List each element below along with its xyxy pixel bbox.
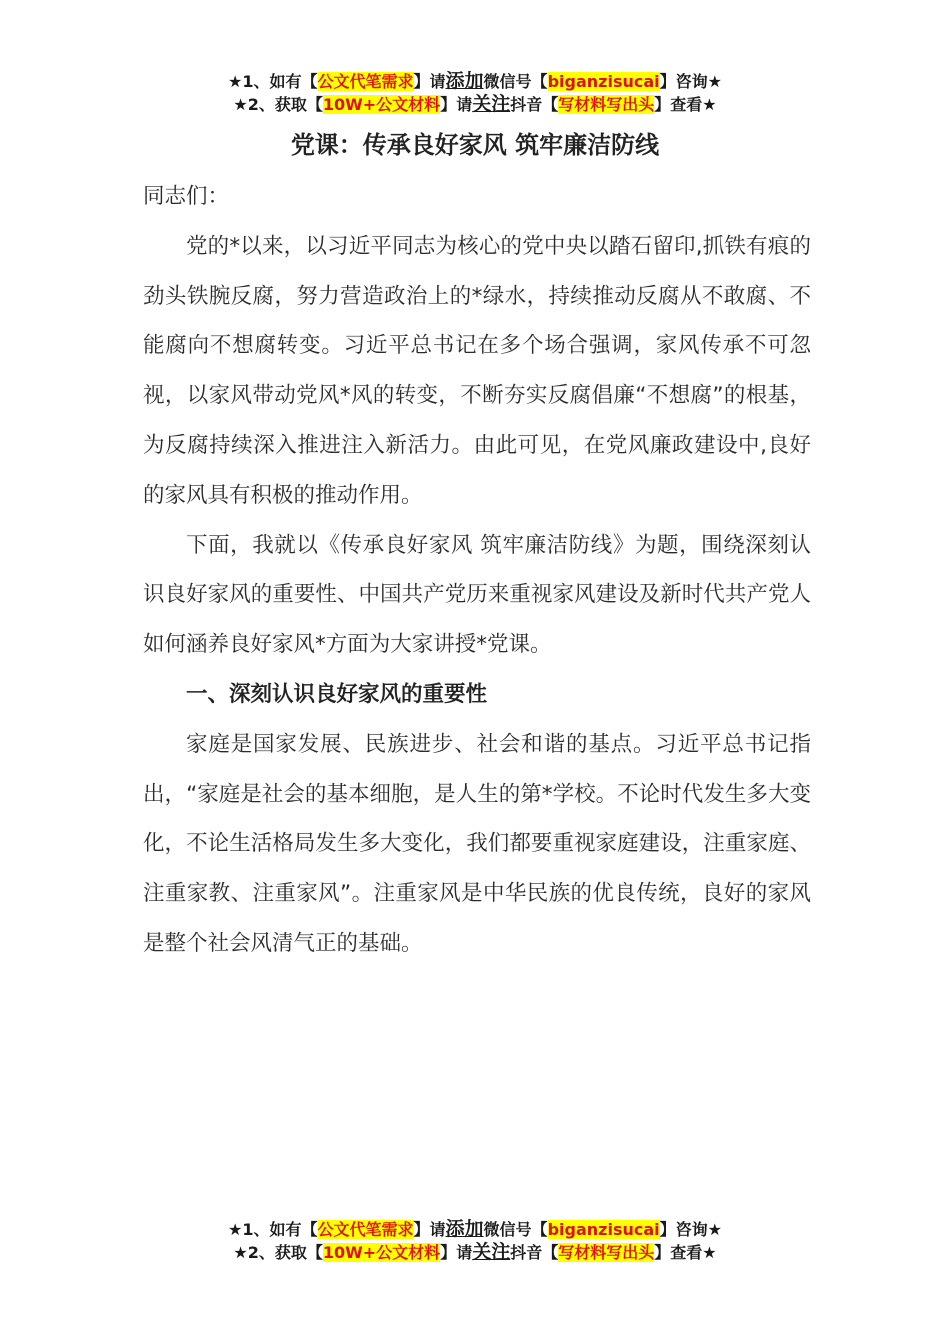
footer-ad-banner [0, 1218, 950, 1264]
ad-text: 抖音【 [510, 95, 559, 114]
ad-text: 】咨询★ [659, 1220, 722, 1239]
document-body [143, 172, 811, 969]
ad-highlight: 写材料写出头 [558, 95, 655, 114]
body-paragraph: 下面，我就以《传承良好家风 筑牢廉洁防线》为题，围绕深刻认识良好家风的重要性、中国共产党历来重视家风建设及新时代共产党人如何涵养良好家风*方面为大家讲授*党课。 [143, 532, 811, 658]
ad-highlight: 公文代笔需求 [317, 1220, 414, 1239]
ad-text: 】查看★ [654, 95, 717, 114]
ad-text: ★2、获取【 [233, 1243, 323, 1262]
ad-emphasis: 关注 [472, 93, 511, 115]
header-ad-banner [0, 70, 950, 116]
ad-text: 抖音【 [510, 1243, 559, 1262]
section-heading: 一、深刻认识良好家风的重要性 [186, 681, 488, 707]
ad-text: 】请 [440, 95, 473, 114]
ad-emphasis: 添加 [445, 70, 484, 92]
ad-highlight: biganzisucai [547, 72, 660, 91]
ad-text: ★1、如有【 [228, 72, 318, 91]
ad-text: 】请 [413, 72, 446, 91]
ad-text: 】查看★ [654, 1243, 717, 1262]
ad-text: ★1、如有【 [228, 1220, 318, 1239]
ad-highlight: 10W+公文材料 [322, 95, 441, 114]
ad-highlight: 公文代笔需求 [317, 72, 414, 91]
ad-highlight: 10W+公文材料 [322, 1243, 441, 1262]
ad-text: ★2、获取【 [233, 95, 323, 114]
ad-text: 】请 [413, 1220, 446, 1239]
document-title: 党课：传承良好家风 筑牢廉洁防线 [290, 131, 660, 159]
body-paragraph: 家庭是国家发展、民族进步、社会和谐的基点。习近平总书记指出，“家庭是社会的基本细胞，是人生的第*学校。不论时代发生多大变化，不论生活格局发生多大变化，我们都要重视家庭建设，注重家庭、注重家教、注重家风”。注重家风是中华民族的优良传统，良好的家风是整个社会风清气正的基础。 [143, 731, 811, 956]
ad-text: 微信号【 [483, 72, 548, 91]
ad-text: 微信号【 [483, 1220, 548, 1239]
ad-highlight: 写材料写出头 [558, 1243, 655, 1262]
ad-line-2 [0, 1241, 950, 1264]
ad-line-1 [0, 1218, 950, 1241]
ad-line-2 [0, 93, 950, 116]
salutation: 同志们： [143, 184, 230, 209]
ad-highlight: biganzisucai [547, 1220, 660, 1239]
ad-emphasis: 添加 [445, 1218, 484, 1240]
ad-line-1 [0, 70, 950, 93]
body-paragraph: 党的*以来，以习近平同志为核心的党中央以踏石留印,抓铁有痕的劲头铁腕反腐，努力营造政治上的*绿水，持续推动反腐从不敢腐、不能腐向不想腐转变。习近平总书记在多个场合强调，家风传承不可忽视，以家风带动党风*风的转变，不断夯实反腐倡廉“不想腐”的根基，为反腐持续深入推进注入新活力。由此可见，在党风廉政建设中,良好的家风具有积极的推动作用。 [143, 233, 811, 508]
ad-text: 】咨询★ [659, 72, 722, 91]
ad-text: 】请 [440, 1243, 473, 1262]
ad-emphasis: 关注 [472, 1241, 511, 1263]
